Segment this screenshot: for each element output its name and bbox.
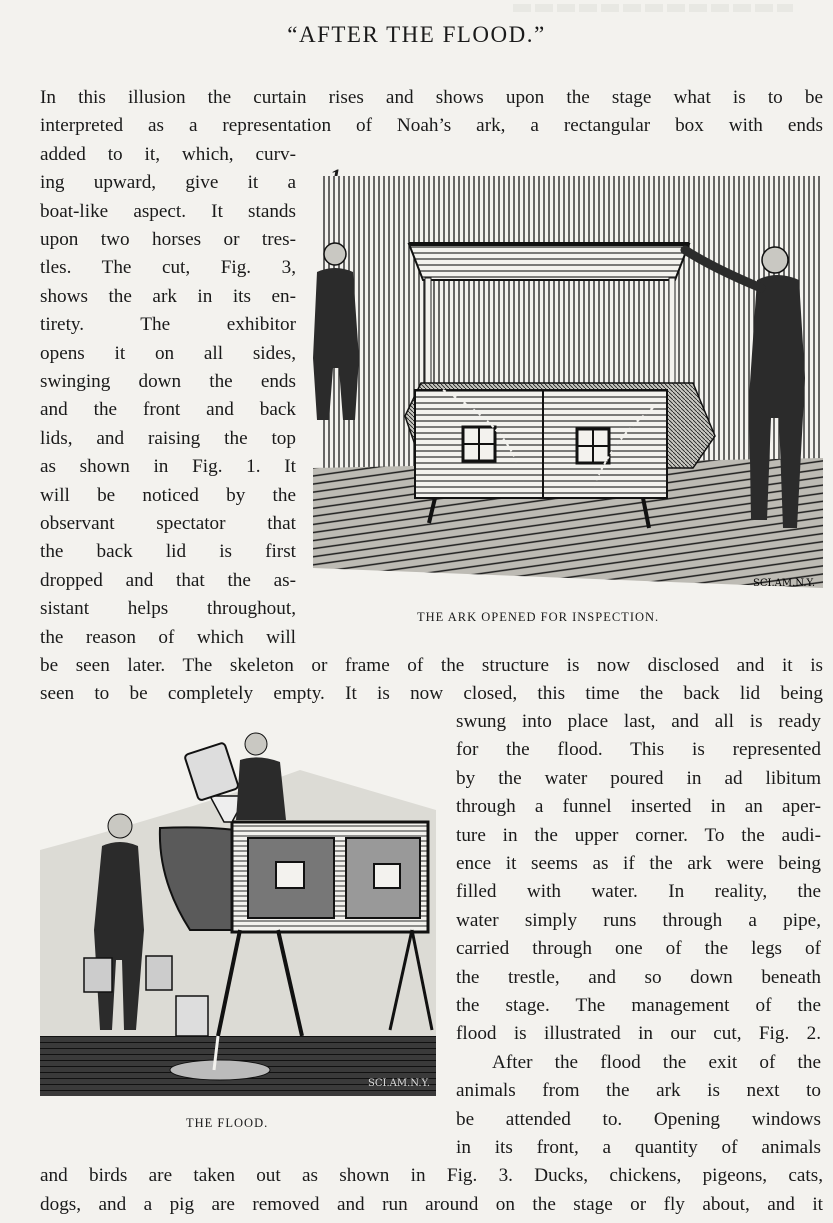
page-title: “AFTER THE FLOOD.”: [287, 22, 546, 47]
paragraph-line: seen to be completely empty. It is now closed, this time the back lid being: [40, 683, 823, 704]
engraver-signature: SCI.AM.N.Y.: [368, 1078, 431, 1089]
column-line: water simply runs through a pipe,: [456, 910, 821, 931]
column-line: animals from the ark is next to: [456, 1080, 821, 1101]
column-line: the reason of which will: [40, 627, 296, 648]
figure-2-caption: THE FLOOD.: [186, 1116, 269, 1130]
column-line: boat-like aspect. It stands: [40, 201, 296, 222]
column-line: and the front and back: [40, 399, 296, 420]
column-line: swung into place last, and all is ready: [456, 711, 821, 732]
paragraph-line: interpreted as a representation of Noah’s ark, a rectangular box with ends: [40, 115, 823, 136]
column-line: lids, and raising the top: [40, 428, 296, 449]
figure-2-flood-illustration: [40, 730, 436, 1102]
column-line: filled with water. In reality, the: [456, 881, 821, 902]
column-line: the trestle, and so down beneath: [456, 967, 821, 988]
column-line: observant spectator that: [40, 513, 296, 534]
column-line: for the flood. This is represented: [456, 739, 821, 760]
column-line: sistant helps throughout,: [40, 598, 296, 619]
column-line: will be noticed by the: [40, 485, 296, 506]
column-line: the stage. The management of the: [456, 995, 821, 1016]
column-line: be attended to. Opening windows: [456, 1109, 821, 1130]
column-line: dropped and that the as-: [40, 570, 296, 591]
bleed-through-text: [513, 4, 793, 12]
column-line: tirety. The exhibitor: [40, 314, 296, 335]
column-line: opens it on all sides,: [40, 343, 296, 364]
paragraph-line: In this illusion the curtain rises and shows upon the stage what is to be: [40, 87, 823, 108]
column-line: added to it, which, curv-: [40, 144, 296, 165]
column-line: shows the ark in its en-: [40, 286, 296, 307]
column-line: by the water poured in ad libitum: [456, 768, 821, 789]
column-line: as shown in Fig. 1. It: [40, 456, 296, 477]
paragraph-line: dogs, and a pig are removed and run around on the stage or fly about, and it: [40, 1194, 823, 1215]
engraver-signature: SCI.AM.N.Y.: [753, 578, 816, 589]
column-line: flood is illustrated in our cut, Fig. 2.: [456, 1023, 821, 1044]
column-line: the back lid is first: [40, 541, 296, 562]
column-line: ing upward, give it a: [40, 172, 296, 193]
column-line: in its front, a quantity of animals: [456, 1137, 821, 1158]
column-line: After the flood the exit of the: [492, 1052, 821, 1073]
column-line: through a funnel inserted in an aper-: [456, 796, 821, 817]
figure-1-caption: THE ARK OPENED FOR INSPECTION.: [417, 610, 660, 624]
column-line: tles. The cut, Fig. 3,: [40, 257, 296, 278]
column-line: upon two horses or tres-: [40, 229, 296, 250]
column-line: ture in the upper corner. To the audi-: [456, 825, 821, 846]
paragraph-line: and birds are taken out as shown in Fig. 3. Ducks, chickens, pigeons, cats,: [40, 1165, 823, 1186]
column-line: carried through one of the legs of: [456, 938, 821, 959]
paragraph-line: be seen later. The skeleton or frame of the structure is now disclosed and it is: [40, 655, 823, 676]
column-line: ence it seems as if the ark were being: [456, 853, 821, 874]
column-line: swinging down the ends: [40, 371, 296, 392]
figure-1-ark-opened-illustration: [313, 168, 823, 592]
